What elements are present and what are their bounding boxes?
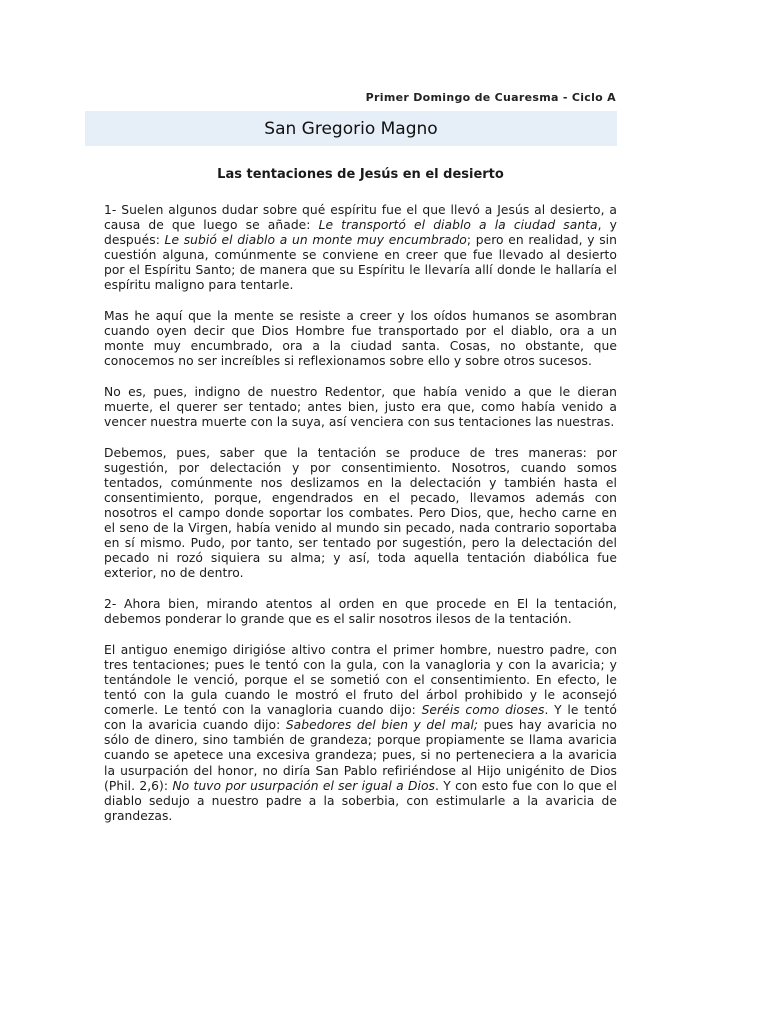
paragraph-text: . Y le tentó con la avaricia cuando dijo: [104, 703, 617, 733]
liturgical-day-header: Primer Domingo de Cuaresma - Ciclo A [365, 91, 616, 104]
body-paragraph [104, 643, 617, 824]
body-paragraph [104, 597, 617, 627]
paragraph-text: Debemos, pues, saber que la tentación se produce de tres maneras: por sugestión, por delectación y por consentimiento. Nosotros, cuando somos tentados, comúnmente nos deslizamos en la delectación y también hasta el consentimiento, porque, engendrados en el pecado, llevamos además con nosotros el campo donde soportar los combates. Pero Dios, que, hecho carne en el seno de la Virgen, había venido al mundo sin pecado, nada contrario soportaba en sí mismo. Pudo, por tanto, ser tentado por sugestión, pero la delectación del pecado ni rozó siquiera su alma; y así, toda aquella tentación diabólica fue exterior, no de dentro. [104, 445, 617, 581]
italic-quote: No tuvo por usurpación el ser igual a Dios [172, 778, 436, 793]
page-title: San Gregorio Magno [264, 118, 438, 139]
title-banner [85, 111, 617, 146]
body-text [104, 203, 617, 824]
body-paragraph [104, 385, 617, 430]
paragraph-text: , y después: [104, 218, 618, 248]
italic-quote: Seréis como dioses [421, 703, 545, 718]
paragraph-text: El antiguo enemigo dirigióse altivo contra el primer hombre, nuestro padre, con tres tentaciones; pues le tentó con la gula, con la vanagloria y con la avaricia; y tentándole le venció, porque el se sometió con el consentimiento. En efecto, le tentó con la gula cuando le mostró el fruto del árbol prohibido y le aconsejó comerle. Le tentó con la vanagloria cuando dijo: [104, 642, 617, 718]
paragraph-text: . Y con esto fue con lo que el diablo sedujo a nuestro padre a la soberbia, con estimularle a la avaricia de grandezas. [104, 778, 617, 823]
paragraph-text: 2- Ahora bien, mirando atentos al orden en que procede en El la tentación, debemos ponderar lo grande que es el salir nosotros ilesos de la tentación. [104, 597, 617, 627]
paragraph-text: ; pero en realidad, y sin cuestión alguna, comúnmente se conviene en creer que fue llevado al desierto por el Espíritu Santo; de manera que su Espíritu le llevaría allí donde le hallaría el espíritu maligno para tentarle. [104, 233, 617, 293]
paragraph-text: Mas he aquí que la mente se resiste a creer y los oídos humanos se asombran cuando oyen decir que Dios Hombre fue transportado por el diablo, ora a un monte muy encumbrado, ora a la ciudad santa. Cosas, no obstante, que conocemos no ser increíbles si reflexionamos sobre ello y sobre otros sucesos. [104, 309, 617, 369]
paragraph-text: 1- Suelen algunos dudar sobre qué espíritu fue el que llevó a Jesús al desierto, a causa de que luego se añade: [104, 203, 617, 233]
paragraph-text: pues hay avaricia no sólo de dinero, sino también de grandeza; porque propiamente se llama avaricia cuando se apetece una excesiva grandeza; pues, si no perteneciera a la avaricia la usurpación del honor, no diría San Pablo refiriéndose al Hijo unigénito de Dios (Phil. 2,6): [104, 718, 618, 793]
italic-quote: Sabedores del bien y del mal; [285, 718, 479, 733]
body-paragraph [104, 446, 617, 582]
body-paragraph [104, 309, 617, 369]
section-subtitle: Las tentaciones de Jesús en el desierto [217, 167, 504, 182]
italic-quote: Le transportó el diablo a la ciudad santa [318, 218, 598, 233]
document-page [104, 88, 617, 839]
italic-quote: Le subió el diablo a un monte muy encumbrado [164, 233, 467, 248]
paragraph-text: No es, pues, indigno de nuestro Redentor, que había venido a que le dieran muerte, el querer ser tentado; antes bien, justo era que, como había venido a vencer nuestra muerte con la suya, así venciera con sus tentaciones las nuestras. [104, 384, 617, 430]
body-paragraph [104, 203, 617, 294]
